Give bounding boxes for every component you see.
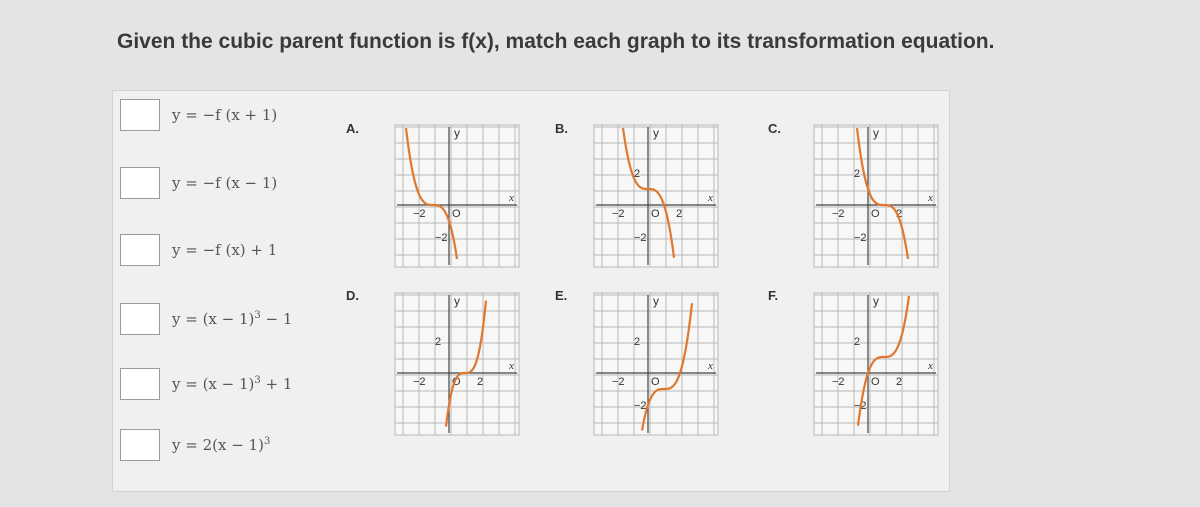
x-tick-label: O (871, 208, 880, 220)
graph-background (814, 125, 938, 267)
graph-b (592, 123, 720, 269)
x-axis-name: x (928, 192, 933, 204)
answer-box[interactable] (120, 368, 160, 400)
y-axis-name: y (653, 294, 659, 308)
graph-background (395, 293, 519, 435)
y-axis-name: y (454, 126, 460, 140)
answer-box[interactable] (120, 234, 160, 266)
y-tick-label: −2 (854, 232, 867, 244)
graph-c (812, 123, 940, 269)
answer-box[interactable] (120, 303, 160, 335)
x-axis-name: x (708, 192, 713, 204)
graph-letter: D. (346, 288, 359, 303)
question-title: Given the cubic parent function is f(x), match each graph to its transformation equation. (117, 30, 995, 53)
equation-label: y = −f (x − 1) (172, 174, 278, 192)
x-tick-label: O (651, 208, 660, 220)
x-tick-label: −2 (413, 208, 426, 220)
y-tick-label: 2 (854, 336, 861, 348)
x-tick-label: 2 (477, 376, 484, 388)
y-axis-name: y (454, 294, 460, 308)
equation-label: y = −f (x) + 1 (172, 241, 278, 259)
graph-background (594, 293, 718, 435)
y-tick-label: 2 (435, 336, 442, 348)
x-tick-label: −2 (832, 376, 845, 388)
graph-letter: E. (555, 288, 568, 303)
x-tick-label: O (871, 376, 880, 388)
answer-box[interactable] (120, 99, 160, 131)
x-tick-label: O (452, 208, 461, 220)
y-axis-name: y (653, 126, 659, 140)
graph-e (592, 291, 720, 437)
equation-label: $y = (x - 1)^3 + 1$ (172, 375, 293, 393)
x-axis-name: x (509, 360, 514, 372)
x-tick-label: −2 (832, 208, 845, 220)
x-axis-name: x (708, 360, 713, 372)
x-axis-name: x (928, 360, 933, 372)
graph-background (814, 293, 938, 435)
graph-f (812, 291, 940, 437)
y-tick-label: 2 (854, 168, 861, 180)
graph-background (594, 125, 718, 267)
x-tick-label: 2 (896, 208, 903, 220)
y-tick-label: 2 (634, 168, 641, 180)
y-tick-label: −2 (634, 400, 647, 412)
equation-label: y = −f (x + 1) (172, 106, 278, 124)
y-tick-label: 2 (634, 336, 641, 348)
x-tick-label: 2 (896, 376, 903, 388)
equation-label: $y = 2(x - 1)^3$ (172, 436, 271, 454)
graph-d (393, 291, 521, 437)
y-tick-label: −2 (435, 232, 448, 244)
y-axis-name: y (873, 126, 879, 140)
graph-letter: B. (555, 121, 568, 136)
y-tick-label: −2 (634, 232, 647, 244)
equation-label: $y = (x - 1)^3 - 1$ (172, 310, 293, 328)
y-tick-label: −2 (854, 400, 867, 412)
x-tick-label: O (452, 376, 461, 388)
x-tick-label: −2 (413, 376, 426, 388)
x-tick-label: 2 (676, 208, 683, 220)
x-axis-name: x (509, 192, 514, 204)
graph-letter: F. (768, 288, 779, 303)
graph-a (393, 123, 521, 269)
answer-box[interactable] (120, 429, 160, 461)
graph-letter: C. (768, 121, 781, 136)
x-tick-label: −2 (612, 376, 625, 388)
graph-letter: A. (346, 121, 359, 136)
graph-background (395, 125, 519, 267)
y-axis-name: y (873, 294, 879, 308)
x-tick-label: O (651, 376, 660, 388)
x-tick-label: −2 (612, 208, 625, 220)
answer-box[interactable] (120, 167, 160, 199)
